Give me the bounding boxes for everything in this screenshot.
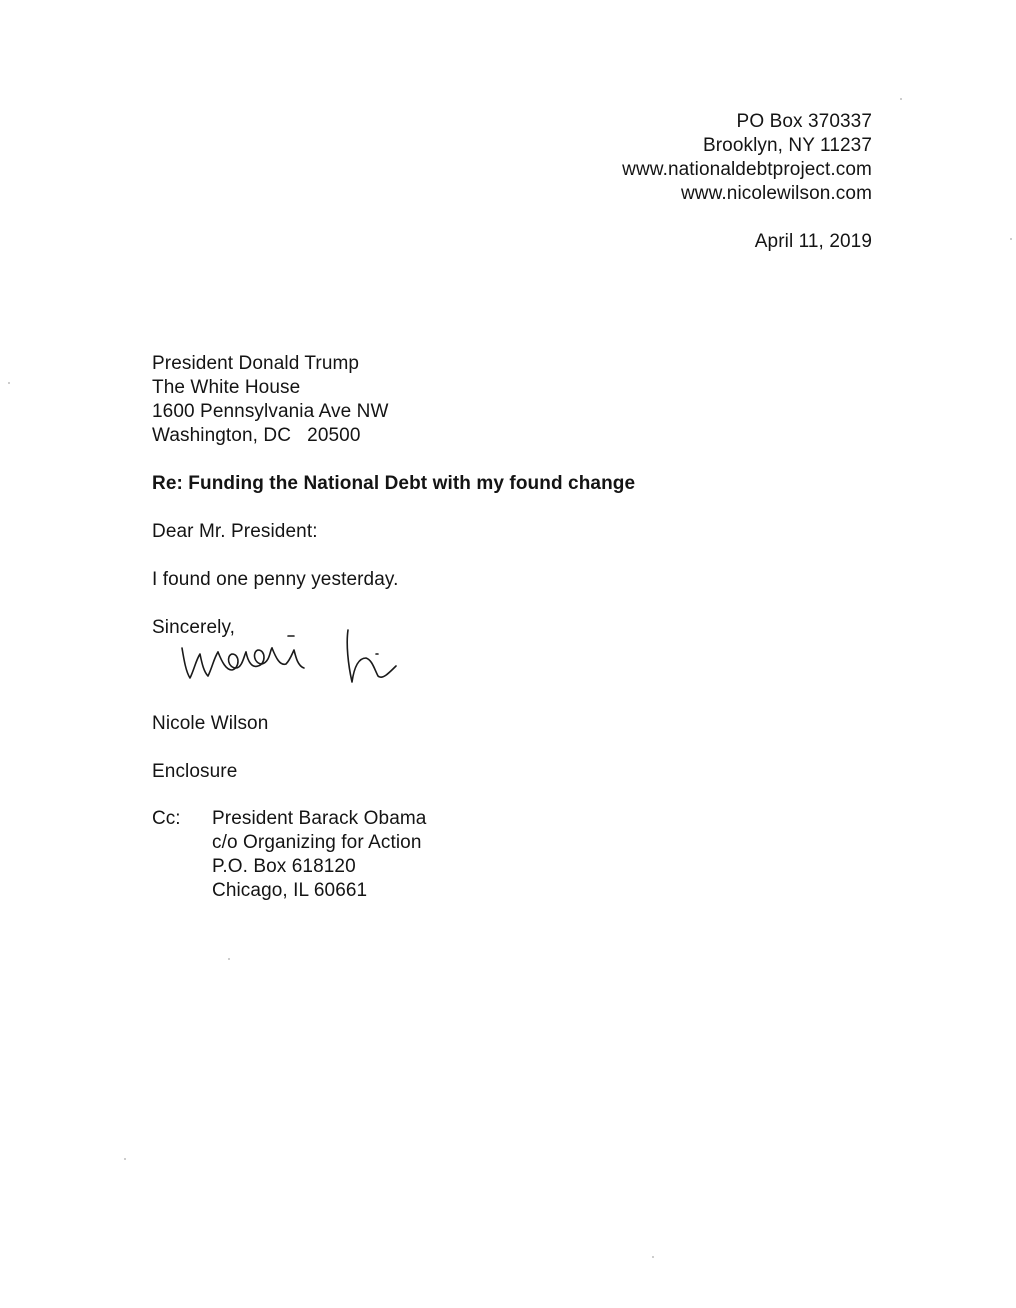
scan-speck	[228, 958, 230, 960]
cc-block	[152, 807, 426, 903]
enclosure-note: Enclosure	[152, 761, 238, 782]
cc-line-1: President Barack Obama	[212, 808, 427, 829]
sender-po-box: PO Box 370337	[736, 111, 872, 132]
recipient-street: 1600 Pennsylvania Ave NW	[152, 401, 389, 422]
cc-line-4: Chicago, IL 60661	[212, 880, 368, 901]
salutation: Dear Mr. President:	[152, 521, 318, 542]
recipient-name: President Donald Trump	[152, 353, 360, 374]
signer-name: Nicole Wilson	[152, 713, 269, 734]
recipient-city-state-zip: Washington, DC 20500	[152, 425, 361, 446]
sender-website-1: www.nationaldebtproject.com	[622, 159, 872, 180]
scan-speck	[124, 1158, 126, 1160]
scan-speck	[900, 98, 902, 100]
recipient-address	[152, 352, 389, 448]
subject-line: Re: Funding the National Debt with my found change	[152, 473, 636, 494]
letter-date: April 11, 2019	[754, 231, 872, 252]
scan-speck	[1010, 238, 1012, 240]
recipient-org: The White House	[152, 377, 301, 398]
cc-line-2: c/o Organizing for Action	[212, 832, 422, 853]
cc-line-3: P.O. Box 618120	[212, 856, 356, 877]
letter-date-block	[755, 230, 872, 254]
handwritten-signature	[170, 608, 400, 688]
sender-website-2: www.nicolewilson.com	[680, 183, 872, 204]
cc-label: Cc:	[152, 808, 181, 829]
cc-address	[212, 807, 426, 903]
scan-speck	[8, 382, 10, 384]
closing: Sincerely,	[152, 617, 236, 638]
sender-city-state-zip: Brooklyn, NY 11237	[702, 135, 872, 156]
body-text: I found one penny yesterday.	[152, 569, 399, 590]
scan-speck	[652, 1256, 654, 1258]
sender-address	[622, 110, 872, 206]
